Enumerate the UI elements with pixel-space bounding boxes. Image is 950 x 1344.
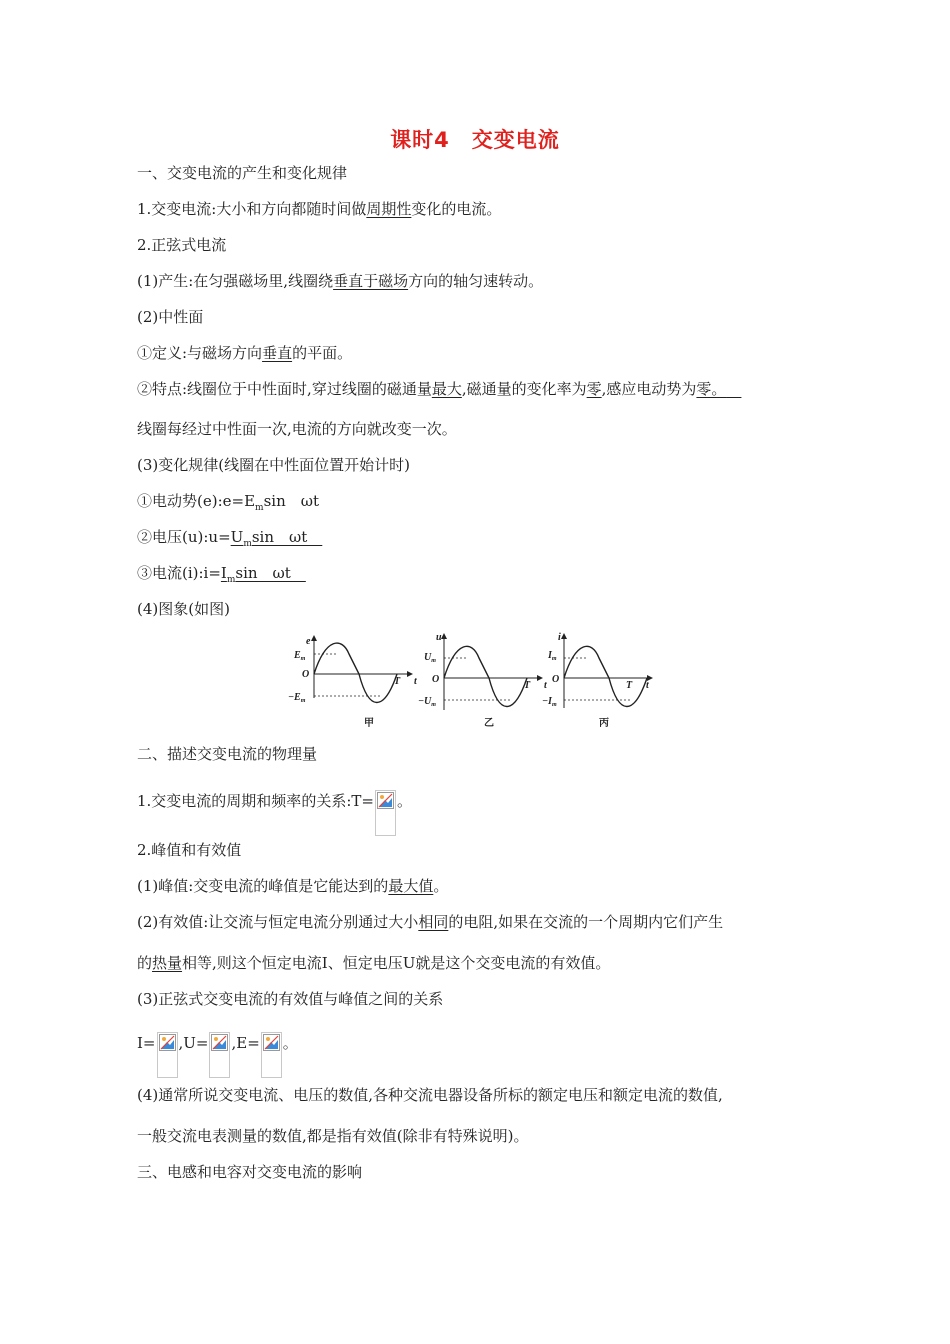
axis-label: i <box>558 632 561 643</box>
period-label: T <box>524 680 531 691</box>
neg-peak-label: $-U_m$ <box>418 696 436 708</box>
paragraph: I= ,U= ,E= 。 <box>137 1032 298 1078</box>
paragraph: 1.交变电流的周期和频率的关系:T= 。 <box>137 790 412 836</box>
paragraph: ②特点:线圈位于中性面时,穿过线圈的磁通量最大,磁通量的变化率为零,感应电动势为零。 <box>137 380 727 398</box>
peak-label: $I_m$ <box>548 650 557 662</box>
paragraph: ③电流$(i):i=I_m\sin$ ωt <box>137 564 306 585</box>
origin-label: O <box>302 669 310 680</box>
caption: 甲 <box>364 718 374 729</box>
origin-label: O <box>552 674 560 685</box>
paragraph: (1)峰值:交变电流的峰值是它能达到的最大值。 <box>137 877 449 895</box>
peak-label: $E_m$ <box>294 650 306 662</box>
page-title: 课时4 交变电流 <box>390 128 560 152</box>
caption: 乙 <box>484 718 494 729</box>
paragraph: ①电动势$(e):e=E_m\sin$ ωt <box>137 492 319 513</box>
paragraph: 2.峰值和有效值 <box>137 841 242 859</box>
period-label: T <box>394 676 401 687</box>
graph-e <box>288 636 418 729</box>
paragraph: (4)通常所说交变电流、电压的数值,各种交流电器设备所标的额定电压和额定电流的数值, <box>137 1086 723 1104</box>
section-3-heading: 三、电感和电容对交变电流的影响 <box>137 1163 363 1181</box>
paragraph: (2)中性面 <box>137 308 204 326</box>
graph-u <box>418 632 548 729</box>
t-label: t <box>646 680 649 691</box>
paragraph: (1)产生:在匀强磁场里,线圈绕垂直于磁场方向的轴匀速转动。 <box>137 272 544 290</box>
formula-image-icon <box>209 1032 230 1078</box>
period-label: T <box>626 680 633 691</box>
formula-image-icon <box>375 790 396 836</box>
paragraph: ①定义:与磁场方向垂直的平面。 <box>137 344 353 362</box>
paragraph: (4)图象(如图) <box>137 600 230 618</box>
neg-peak-label: $-I_m$ <box>542 696 557 708</box>
t-label: t <box>414 676 417 687</box>
graph-i <box>542 632 652 729</box>
neg-peak-label: $-E_m$ <box>288 692 306 704</box>
paragraph: (3)变化规律(线圈在中性面位置开始计时) <box>137 456 410 474</box>
section-2-heading: 二、描述交变电流的物理量 <box>137 745 318 763</box>
origin-label: O <box>432 674 440 685</box>
paragraph: 一般交流电表测量的数值,都是指有效值(除非有特殊说明)。 <box>137 1127 529 1145</box>
paragraph: 1.交变电流:大小和方向都随时间做周期性变化的电流。 <box>137 200 502 218</box>
t-label: t <box>544 680 547 691</box>
paragraph: 的热量相等,则这个恒定电流I、恒定电压U就是这个交变电流的有效值。 <box>137 954 611 972</box>
caption: 丙 <box>599 718 609 729</box>
axis-label: u <box>436 632 442 643</box>
formula-image-icon <box>261 1032 282 1078</box>
paragraph: 线圈每经过中性面一次,电流的方向就改变一次。 <box>137 420 457 438</box>
paragraph: 2.正弦式电流 <box>137 236 227 254</box>
sine-graphs-figure <box>288 632 662 732</box>
peak-label: $U_m$ <box>424 652 436 664</box>
section-1-heading: 一、交变电流的产生和变化规律 <box>137 164 348 182</box>
paragraph: ②电压$(u):u=U_m\sin$ ωt <box>137 528 323 549</box>
formula-image-icon <box>157 1032 178 1078</box>
paragraph: (3)正弦式交变电流的有效值与峰值之间的关系 <box>137 990 444 1008</box>
paragraph: (2)有效值:让交流与恒定电流分别通过大小相同的电阻,如果在交流的一个周期内它们产生 <box>137 913 724 931</box>
axis-label: e <box>306 636 311 647</box>
